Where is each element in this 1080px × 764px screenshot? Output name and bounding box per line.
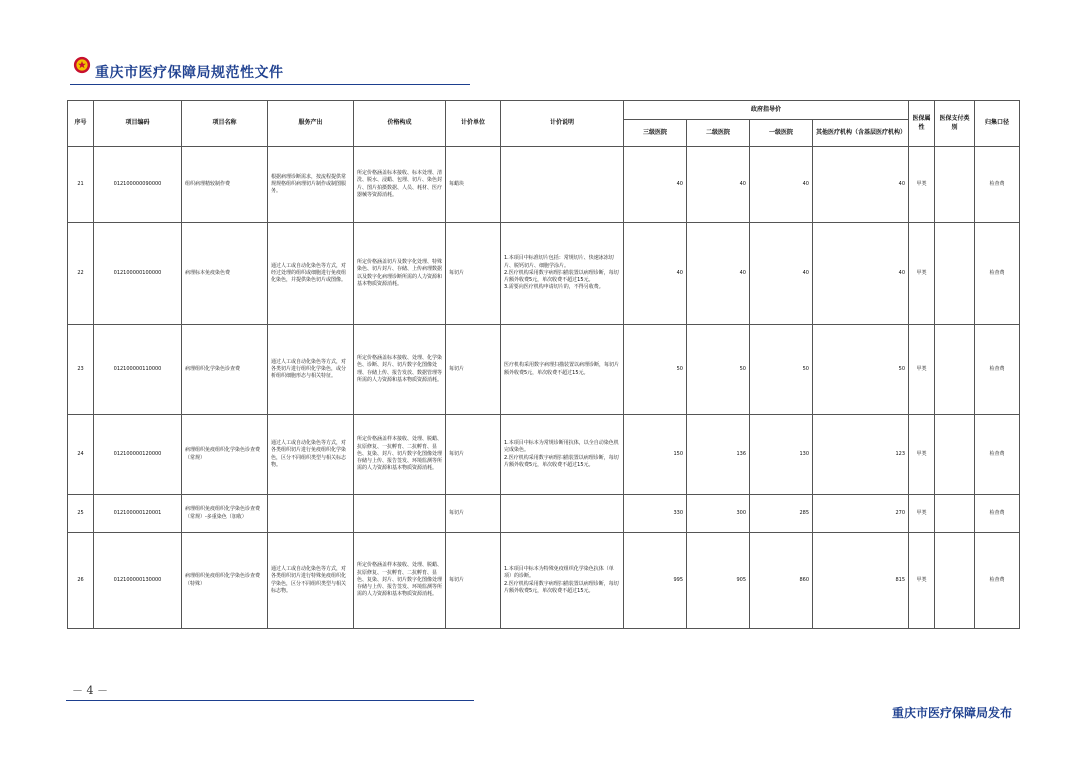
cell-medical: 甲类 [909,147,935,223]
cell-lvl1: 40 [750,147,813,223]
cell-medical: 甲类 [909,325,935,415]
cell-desc: 1.本项目中标准切片包括：常规切片、快速冰冻切片、脱钙切片、细胞学涂片。 2.医疗机构采用数字病理扫描装置以病理诊断，每切片额外收费5元，单次收费不超过15元。 3.需要向医疗机构申请切片的，不得另收费。 [501,223,624,325]
cell-category: 检查费 [975,415,1020,495]
cell-seq: 25 [68,495,94,533]
cell-price: 所定价格涵盖样本接收、处理、脱蜡、抗原修复、一抗孵育、二抗孵育、显色、复染、封片、切片数字化图像处理存储与上传、报告签发、环境监测等所需的人力资源和基本物质资源消耗。 [354,533,446,629]
cell-unit: 每切片 [446,533,501,629]
cell-code: 012100000100000 [94,223,182,325]
cell-lvl1: 860 [750,533,813,629]
table-row [68,533,1020,629]
cell-service: 通过人工或自动化染色等方式，对经过处理的组织或细胞进行免疫组化染色，并提供染色切片或图像。 [268,223,354,325]
table-row [68,223,1020,325]
cell-lvl3: 50 [624,325,687,415]
cell-payment [935,495,975,533]
cell-price [354,495,446,533]
cell-payment [935,147,975,223]
cell-seq: 21 [68,147,94,223]
cell-medical: 甲类 [909,495,935,533]
cell-name: 病理组织免疫组织化学染色诊查费（常规） [182,415,268,495]
cell-lvl1: 50 [750,325,813,415]
header-lvl2: 二级医院 [687,120,750,147]
cell-name: 病理标本免疫染色费 [182,223,268,325]
footer-divider [66,700,474,701]
cell-other: 270 [813,495,909,533]
header-lvl3: 三级医院 [624,120,687,147]
cell-other: 123 [813,415,909,495]
table-header-row [68,101,1020,120]
cell-lvl3: 40 [624,147,687,223]
page-number: － 4 － [72,684,108,697]
cell-price: 所定价格涵盖标本接收、处理、化学染色、诊断、封片、切片数字化图像处理、存储上传、报告发放、数据管理等所需的人力资源和基本物质资源消耗。 [354,325,446,415]
cell-lvl2: 300 [687,495,750,533]
cell-desc: 1.本项目中标本为特殊免疫组织化学染色抗体（单项）的诊断。 2.医疗机构采用数字病理扫描装置以病理诊断，每切片额外收费5元，单次收费不超过15元。 [501,533,624,629]
cell-lvl3: 995 [624,533,687,629]
cell-code: 012100000110000 [94,325,182,415]
document-title: 重庆市医疗保障局规范性文件 [95,65,284,81]
table-row [68,147,1020,223]
cell-payment [935,223,975,325]
cell-other: 40 [813,223,909,325]
cell-category: 检查费 [975,495,1020,533]
table-row [68,415,1020,495]
cell-service: 根据病理诊断需求，按流程提供常规规格组织病理切片制作或制图服务。 [268,147,354,223]
cell-other: 40 [813,147,909,223]
cell-category: 检查费 [975,223,1020,325]
header-medical: 医保属性 [909,101,935,147]
cell-code: 012100000090000 [94,147,182,223]
header-name: 项目名称 [182,101,268,147]
cell-service: 通过人工或自动化染色等方式，对各类组织切片进行免疫组织化学染色，区分不同组织类型与相关标志物。 [268,415,354,495]
cell-category: 检查费 [975,325,1020,415]
cell-seq: 24 [68,415,94,495]
header-seq: 序号 [68,101,94,147]
cell-seq: 26 [68,533,94,629]
header-lvl1: 一级医院 [750,120,813,147]
cell-lvl2: 136 [687,415,750,495]
header-service: 服务产出 [268,101,354,147]
cell-code: 012100000130000 [94,533,182,629]
header-payment: 医保支付类别 [935,101,975,147]
cell-payment [935,533,975,629]
cell-code: 012100000120000 [94,415,182,495]
publisher-label: 重庆市医疗保障局发布 [891,706,1012,720]
cell-other: 50 [813,325,909,415]
header-unit: 计价单位 [446,101,501,147]
cell-lvl1: 130 [750,415,813,495]
cell-unit: 每切片 [446,495,501,533]
cell-name: 组织病理精较制作费 [182,147,268,223]
table-row [68,325,1020,415]
cell-unit: 每蜡块 [446,147,501,223]
cell-service: 通过人工或自动化染色等方式，对各类组织切片进行特殊免疫组织化学染色，区分不同组织类型与相关标志物。 [268,533,354,629]
header-divider [70,84,470,85]
cell-medical: 甲类 [909,415,935,495]
cell-desc [501,495,624,533]
cell-name: 病理组织化学染色诊查费 [182,325,268,415]
cell-lvl2: 40 [687,223,750,325]
header-price: 价格构成 [354,101,446,147]
cell-lvl3: 330 [624,495,687,533]
cell-seq: 23 [68,325,94,415]
national-emblem-icon [73,56,91,74]
cell-price: 所定价格涵盖标本接收、标本处理、清洗、脱水、浸蜡、包埋、切片、染色封片、图片拍摄数据、人员、耗材、医疗器械等资源消耗。 [354,147,446,223]
cell-service: 通过人工或自动化染色等方式，对各类切片进行组织化学染色，或分析组织细胞形态与相关特征。 [268,325,354,415]
cell-unit: 每切片 [446,223,501,325]
cell-medical: 甲类 [909,223,935,325]
cell-name: 病理组织免疫组织化学染色诊查费（常规）-多重染色（加收） [182,495,268,533]
cell-price: 所定价格涵盖切片及数字化处理、特殊染色、切片封片、存储、上传病理数据以及数字化病理诊断所需的人力资源和基本物质资源消耗。 [354,223,446,325]
header-code: 项目编码 [94,101,182,147]
cell-price: 所定价格涵盖样本接收、处理、脱蜡、抗原修复、一抗孵育、二抗孵育、显色、复染、封片、切片数字化图像处理存储与上传、报告签发、环境监测等所需的人力资源和基本物质资源消耗。 [354,415,446,495]
cell-lvl2: 905 [687,533,750,629]
cell-lvl1: 40 [750,223,813,325]
header-desc: 计价说明 [501,101,624,147]
header-category: 归集口径 [975,101,1020,147]
cell-category: 检查费 [975,147,1020,223]
cell-unit: 每切片 [446,325,501,415]
cell-unit: 每切片 [446,415,501,495]
cell-lvl3: 150 [624,415,687,495]
cell-seq: 22 [68,223,94,325]
cell-lvl2: 40 [687,147,750,223]
cell-payment [935,325,975,415]
cell-medical: 甲类 [909,533,935,629]
cell-lvl1: 285 [750,495,813,533]
cell-lvl3: 40 [624,223,687,325]
cell-other: 815 [813,533,909,629]
header-guide: 政府指导价 [624,101,909,120]
cell-name: 病理组织免疫组织化学染色诊查费（特殊） [182,533,268,629]
table-row [68,495,1020,533]
cell-service [268,495,354,533]
header-other: 其他医疗机构（含基层医疗机构） [813,120,909,147]
cell-payment [935,415,975,495]
cell-code: 012100000120001 [94,495,182,533]
cell-category: 检查费 [975,533,1020,629]
cell-desc: 1.本项目中标本为常规诊断用抗体，以全自动染色机完成染色。 2.医疗机构采用数字病理扫描装置以病理诊断，每切片额外收费5元，单次收费不超过15元。 [501,415,624,495]
cell-lvl2: 50 [687,325,750,415]
cell-desc [501,147,624,223]
cell-desc: 医疗机构采用数字病理扫描装置以病理诊断，每切片额外收费5元，单次收费不超过15元。 [501,325,624,415]
price-table [67,100,1020,629]
